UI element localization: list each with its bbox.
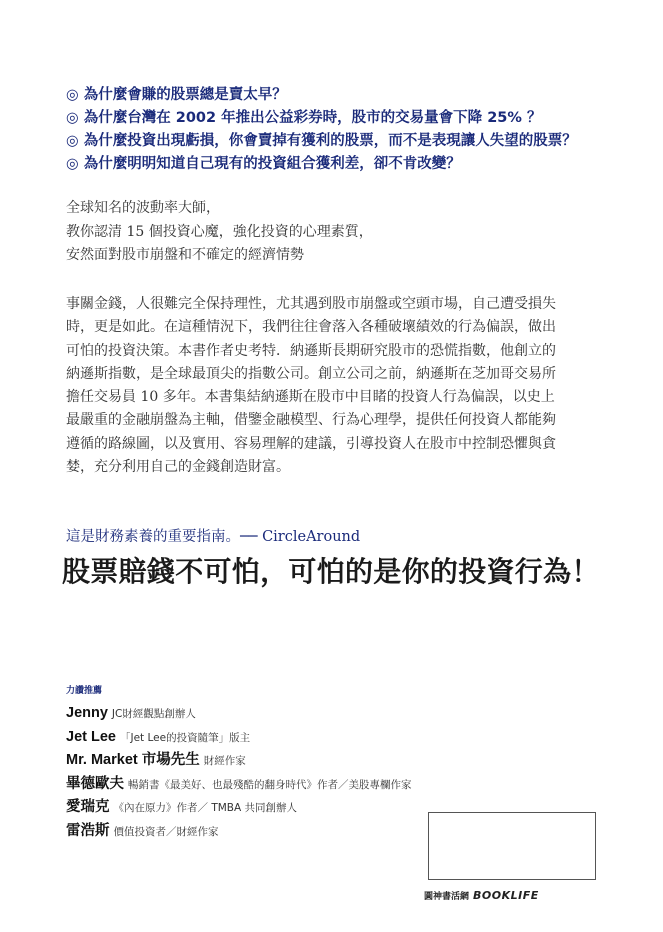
recommender-item <box>66 771 546 795</box>
recommender-desc: JC財經觀點創辦人 <box>111 708 196 720</box>
question-4: ◎ 為什麼明明知道自己現有的投資組合獲利差，卻不肯改變？ <box>66 156 461 172</box>
intro-block <box>66 197 606 268</box>
body-line-7: 遵循的路線圖，以及實用、容易理解的建議，引導投資人在股市中控制恐懼與貪 <box>66 435 556 452</box>
body-line-5: 擔任交易員 10 多年。本書集結納遜斯在股市中目睹的投資人行為偏誤，以史上 <box>66 389 555 406</box>
recommender-desc: 財經作家 <box>203 755 246 768</box>
body-line-8: 婪，充分利用自己的金錢創造財富。 <box>66 459 290 476</box>
recommender-desc: 「Jet Lee的投資隨筆」版主 <box>119 731 251 744</box>
body-line-2: 時，更是如此。在這種情況下，我們往往會落入各種破壞績效的行為偏誤，做出 <box>66 319 556 336</box>
recommender-name: Jenny <box>66 705 108 721</box>
recommender-item <box>66 724 546 748</box>
question-3: ◎ 為什麼投資出現虧損，你會賣掉有獲利的股票，而不是表現讓人失望的股票？ <box>66 133 577 149</box>
recommender-item <box>66 700 546 724</box>
tagline-quote: 這是財務素養的重要指南。── CircleAround <box>66 529 361 545</box>
publisher-name-cn: 圓神書活網 <box>424 892 470 902</box>
intro-line-3: 安然面對股市崩盤和不確定的經濟情勢 <box>66 247 304 263</box>
body-line-6: 最嚴重的金融崩盤為主軸，借鑒金融模型、行為心理學，提供任何投資人都能夠 <box>66 412 556 429</box>
publisher-name-en: BOOKLIFE <box>473 889 539 902</box>
intro-line-1: 全球知名的波動率大師， <box>66 200 220 216</box>
intro-line-2: 教你認清 15 個投資心魔，強化投資的心理素質， <box>66 223 373 240</box>
recommender-name: 雷浩斯 <box>66 822 110 839</box>
description-paragraph <box>66 293 601 479</box>
recommender-desc: 《內在原力》作者／ TMBA 共同創辦人 <box>113 802 298 815</box>
recommender-name: Jet Lee <box>66 728 116 745</box>
question-2: ◎ 為什麼台灣在 2002 年推出公益彩券時，股市的交易量會下降 25% ？ <box>66 110 542 126</box>
recommender-desc: 價值投資者／財經作家 <box>113 825 219 838</box>
barcode-box <box>428 812 596 880</box>
recommender-item <box>66 747 546 771</box>
body-line-4: 納遜斯指數，是全球最頂尖的指數公司。創立公司之前，納遜斯在芝加哥交易所 <box>66 365 556 382</box>
publisher-logo <box>424 884 539 903</box>
question-1: ◎ 為什麼會賺的股票總是賣太早？ <box>66 87 287 103</box>
recommender-name: 畢德歐夫 <box>66 775 124 792</box>
recommender-name: 愛瑞克 <box>66 799 110 816</box>
recommend-heading: 力讚推薦 <box>66 686 103 696</box>
recommender-desc: 暢銷書《最美好、也最殘酷的翻身時代》作者／美股專欄作家 <box>128 778 412 791</box>
recommender-name: Mr. Market 市場先生 <box>66 752 200 769</box>
headline: 股票賠錢不可怕，可怕的是你的投資行為！ <box>62 555 600 588</box>
body-line-1: 事關金錢，人很難完全保持理性，尤其遇到股市崩盤或空頭市場，自己遭受損失 <box>66 296 556 312</box>
question-list <box>66 84 626 176</box>
body-line-3: 可怕的投資決策。本書作者史考特．納遜斯長期研究股市的恐慌指數，他創立的 <box>66 342 556 359</box>
